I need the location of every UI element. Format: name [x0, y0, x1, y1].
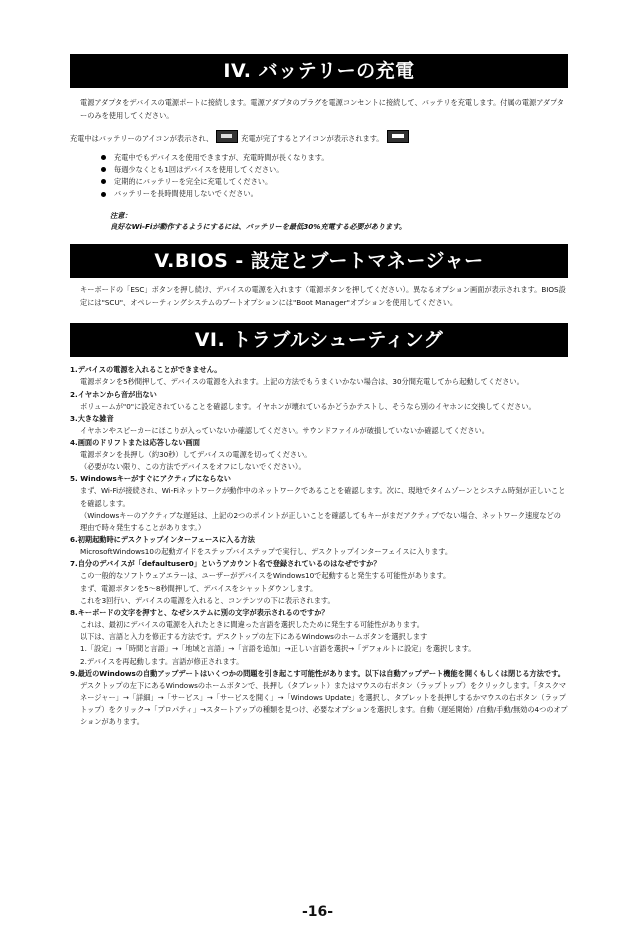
battery-bullet-list: [70, 152, 568, 201]
section-title-bios: V.BIOS - 設定とブートマネージャー: [70, 244, 568, 278]
battery-icon-paragraph: [70, 130, 568, 146]
item-text: まず、Wi-Fiが接続され、Wi-Fiネットワークが動作中のネットワークであることを確認します。次に、現地でタイムゾーンとシステム時刻が正しいことを確認します。: [80, 486, 566, 508]
troubleshoot-item-7: [70, 558, 568, 607]
troubleshoot-item-4: [70, 437, 568, 473]
troubleshoot-item-5: [70, 473, 568, 534]
item-heading: 9.最近のWindowsの自動アップデートはいくつかの問題を引き起こす可能性があります。以下は自動アップデート機能を開くもしくは閉じる方法です。: [70, 668, 565, 678]
item-text: （必要がない限り、この方法でデバイスをオフにしないでください）。: [80, 462, 306, 472]
manual-page: [70, 54, 568, 729]
item-heading: 1.デバイスの電源を入れることができません。: [70, 365, 222, 375]
page-number: -16-: [301, 904, 334, 920]
item-text: デスクトップの左下にあるWindowsのホームボタンで、長押し（タブレット）またはマウスの右ボタン（ラップトップ）をクリックします。「タスクマネージャー」→「詳細」→「サービス」→「サービスを開く」→「Windows Update」を選択し、タブレットを長押しするかマウスの右ボタン（ラップトップ）をクリック→「プロパティ」→スタートアップの種類を見つけ、必要なオプションを選択します。自動（遅延開始）/自動/手動/無効の4つのオプションがあります。: [80, 680, 568, 727]
item-text: これを3回行い、デバイスの電源を入れると、コンテンツの下に表示されます。: [80, 595, 335, 605]
item-text: まず、電源ボタンを5〜8秒間押して、デバイスをシャットダウンします。: [80, 583, 318, 593]
troubleshoot-item-2: [70, 389, 568, 413]
troubleshoot-item-1: [70, 364, 568, 388]
troubleshoot-item-3: [70, 413, 568, 437]
item-text: 電源ボタンを長押し（約30秒）してデバイスの電源を切ってください。: [80, 449, 312, 459]
troubleshooting-list: [70, 364, 568, 728]
note-text: 良好なWi-Fiが動作するようにするには、バッテリーを最低30%充電する必要があります。: [110, 222, 407, 232]
item-text: MicrosoftWindows10の起動ガイドをステップバイステップで実行し、デスクトップインターフェイスに入ります。: [80, 547, 453, 557]
list-item: バッテリーを長時間使用しないでください。: [114, 188, 568, 200]
battery-icon-text-b: 充電が完了するとアイコンが表示されます。: [241, 134, 384, 143]
item-heading: 4.画面のドリフトまたは応答しない画面: [70, 437, 200, 447]
item-text: （Windowsキーのアクティブな遅延は、上記の2つのポイントが正しいことを確認してもキーがまだアクティブでない場合、ネットワーク速度などの理由で時々発生することがあります。）: [80, 510, 561, 532]
item-text: 1.「設定」→「時間と言語」→「地域と言語」→「言語を追加」→正しい言語を選択→「デフォルトに設定」を選択します。: [80, 644, 476, 654]
note-label: 注意：: [110, 211, 132, 221]
item-text: 電源ボタンを5秒間押して、デバイスの電源を入れます。上記の方法でもうまくいかない場合は、30分間充電してから起動してください。: [80, 377, 524, 387]
item-heading: 7.自分のデバイスが「defaultuser0」というアカウント名で登録されているのはなぜですか？: [70, 559, 381, 569]
item-text: 以下は、言語と入力を修正する方法です。デスクトップの左下にあるWindowsのホームボタンを選択します: [80, 632, 428, 642]
item-heading: 3.大きな雑音: [70, 413, 114, 423]
section-title-battery: IV. バッテリーの充電: [70, 54, 568, 88]
bios-paragraph: キーボードの「ESC」ボタンを押し続け、デバイスの電源を入れます（電源ボタンを押してください）。異なるオプション画面が表示されます。BIOS設定には"SCU"、オペレーティングシステムのブートオプションには"Boot Manager"オプションを使用してください。: [80, 285, 566, 307]
item-text: これは、最初にデバイスの電源を入れたときに間違った言語を選択したために発生する可能性があります。: [80, 619, 424, 629]
item-text: この一般的なソフトウェアエラーは、ユーザーがデバイスをWindows10で起動すると発生する可能性があります。: [80, 571, 451, 581]
item-text: ボリュームが"0"に設定されていることを確認します。イヤホンが壊れているかどうかテストし、そうなら別のイヤホンに交換してください。: [80, 401, 536, 411]
section-title-troubleshooting: VI. トラブルシューティング: [70, 323, 568, 357]
battery-full-icon: [387, 130, 409, 143]
item-text: 2.デバイスを再起動します。言語が修正されます。: [80, 656, 244, 666]
item-heading: 8.キーボードの文字を押すと、なぜシステムに別の文字が表示されるのですか？: [70, 607, 329, 617]
item-heading: 2.イヤホンから音が出ない: [70, 389, 157, 399]
battery-charging-icon: [216, 130, 238, 143]
troubleshoot-item-6: [70, 534, 568, 558]
item-heading: 5. Windowsキーがすぐにアクティブにならない: [70, 474, 231, 484]
list-item: 定期的にバッテリーを完全に充電してください。: [114, 176, 568, 188]
list-item: 毎週少なくとも1回はデバイスを使用してください。: [114, 164, 568, 176]
troubleshoot-item-8: [70, 607, 568, 668]
list-item: 充電中でもデバイスを使用できますが、充電時間が長くなります。: [114, 152, 568, 164]
battery-paragraph: 電源アダプタをデバイスの電源ポートに接続します。電源アダプタのプラグを電源コンセントに接続して、バッテリを充電します。付属の電源アダプターのみを使用してください。: [80, 98, 564, 120]
battery-icon-text-a: 充電中はバッテリーのアイコンが表示され、: [70, 134, 214, 143]
item-heading: 6.初期起動時にデスクトップインターフェースに入る方法: [70, 535, 255, 545]
item-text: イヤホンやスピーカーにほこりが入っていないか確認してください。サウンドファイルが破損していないか確認してください。: [80, 425, 489, 435]
troubleshoot-item-9: [70, 668, 568, 729]
